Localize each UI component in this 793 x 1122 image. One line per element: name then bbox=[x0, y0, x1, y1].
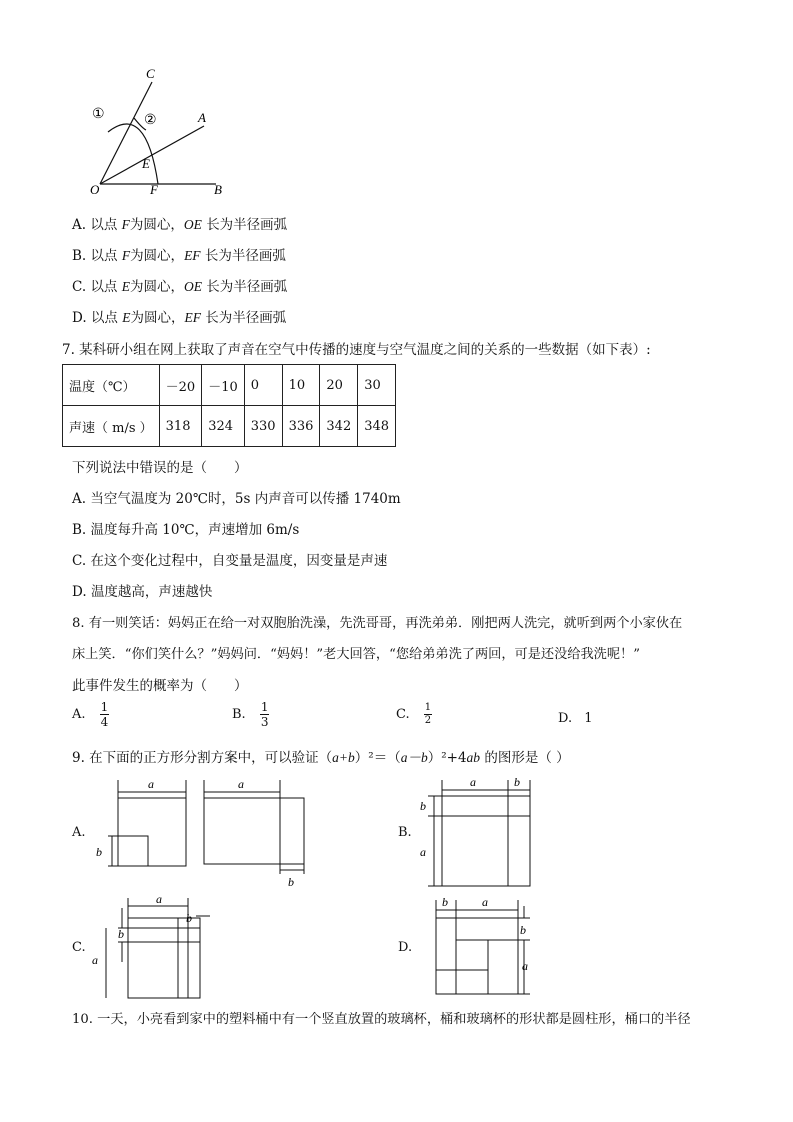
q9-option-a-figure bbox=[90, 770, 320, 890]
table-cell: 10 bbox=[282, 365, 320, 406]
option-letter: A. bbox=[72, 217, 87, 233]
table-cell: 0 bbox=[244, 365, 282, 406]
option-letter: B. bbox=[72, 522, 87, 538]
option-letter: B. bbox=[232, 707, 246, 722]
q7-question: 下列说法中错误的是（ ） bbox=[72, 460, 248, 476]
table-row bbox=[63, 406, 396, 447]
option-text: 为圆心， bbox=[130, 310, 185, 326]
option-letter: B. bbox=[72, 248, 87, 264]
q6-construction-figure bbox=[80, 62, 240, 202]
option-letter: D. bbox=[558, 711, 573, 726]
q8-option-d[interactable] bbox=[558, 711, 593, 726]
q8-option-b[interactable] bbox=[232, 700, 269, 729]
q6-option-a[interactable] bbox=[72, 213, 287, 233]
fraction-denominator: 2 bbox=[424, 715, 432, 726]
option-text: 为圆心， bbox=[129, 279, 184, 295]
option-text: 温度每升高 10℃，声速增加 6m/s bbox=[90, 522, 300, 538]
q8-stem-line1: 8. 有一则笑话：妈妈正在给一对双胞胎洗澡，先洗哥哥，再洗弟弟．刚把两人洗完，就听到两个小家伙在 bbox=[72, 616, 683, 631]
option-text: 为圆心， bbox=[130, 248, 185, 264]
table-row-header: 声速（ m/s ） bbox=[63, 406, 160, 447]
option-text: 为圆心， bbox=[129, 217, 184, 233]
option-letter: A. bbox=[72, 491, 87, 507]
dim-b-label: b bbox=[420, 799, 426, 813]
q9-option-b-figure bbox=[414, 772, 544, 892]
table-cell: 20 bbox=[320, 365, 358, 406]
option-text: 以点 bbox=[90, 217, 118, 233]
fraction-numerator: 1 bbox=[424, 702, 432, 713]
q10-stem: 10. 一天，小亮看到家中的塑料桶中有一个竖直放置的玻璃杯，桶和玻璃杯的形状都是圆柱形，桶口的半径 bbox=[72, 1012, 691, 1027]
option-text: 长为半径画弧 bbox=[205, 310, 287, 326]
option-text: 以点 bbox=[90, 248, 118, 264]
point-label: F bbox=[121, 248, 131, 263]
q9-option-b-letter[interactable]: B. bbox=[398, 825, 412, 840]
table-cell: 318 bbox=[159, 406, 202, 447]
label-f: F bbox=[150, 182, 158, 197]
table-cell: －20 bbox=[159, 365, 202, 406]
q9-expr: ab bbox=[466, 750, 481, 765]
point-label: E bbox=[121, 279, 130, 294]
q9-option-a-letter[interactable]: A. bbox=[72, 825, 86, 840]
label-o: O bbox=[90, 182, 100, 197]
option-text: 以点 bbox=[90, 279, 118, 295]
option-value: 1 bbox=[584, 711, 593, 726]
option-letter: D. bbox=[72, 310, 87, 326]
q9-text: ）²＝（ bbox=[354, 750, 401, 766]
fraction-numerator: 1 bbox=[100, 700, 109, 714]
label-e: E bbox=[142, 156, 150, 171]
dim-a-label: a bbox=[156, 892, 162, 906]
option-text: 当空气温度为 20℃时，5s 内声音可以传播 1740m bbox=[90, 491, 401, 507]
table-cell: 342 bbox=[320, 406, 358, 447]
q7-stem: 7. 某科研小组在网上获取了声音在空气中传播的速度与空气温度之间的关系的一些数据（如下表）: bbox=[62, 342, 651, 358]
option-letter: C. bbox=[396, 707, 410, 722]
option-text: 温度越高，声速越快 bbox=[90, 584, 213, 600]
dim-b-label: b bbox=[514, 775, 520, 789]
fraction-denominator: 3 bbox=[260, 715, 269, 729]
segment-label: OE bbox=[183, 217, 202, 232]
option-letter: D. bbox=[72, 584, 87, 600]
q9-text: 9. 在下面的正方形分割方案中，可以验证（ bbox=[72, 750, 333, 766]
fraction-denominator: 4 bbox=[100, 715, 109, 729]
segment-label: EF bbox=[184, 248, 201, 263]
label-circle-1: ① bbox=[92, 107, 105, 122]
table-cell: 348 bbox=[358, 406, 396, 447]
dim-b-label: b bbox=[288, 875, 294, 889]
option-text: 长为半径画弧 bbox=[204, 248, 286, 264]
q6-option-d[interactable] bbox=[72, 306, 286, 326]
fraction bbox=[260, 700, 270, 729]
q8-stem-line3: 此事件发生的概率为（ ） bbox=[72, 678, 248, 694]
label-a: A bbox=[198, 110, 206, 125]
q8-stem-line2: 床上笑．“你们笑什么？”妈妈问．“妈妈！”老大回答，“您给弟弟洗了两回，可是还没给我洗呢！” bbox=[72, 647, 640, 662]
q7-option-a[interactable] bbox=[72, 487, 401, 507]
q9-stem bbox=[72, 746, 570, 766]
fraction bbox=[100, 700, 110, 729]
label-circle-2: ② bbox=[144, 113, 157, 128]
dim-b-label: b bbox=[186, 911, 192, 925]
q7-data-table bbox=[62, 364, 396, 447]
dim-b-label: b bbox=[96, 845, 102, 859]
dim-b-label: b bbox=[520, 923, 526, 937]
label-c: C bbox=[146, 66, 155, 81]
dim-a-label: a bbox=[482, 895, 488, 909]
q6-option-b[interactable] bbox=[72, 244, 286, 264]
dim-a-label: a bbox=[92, 953, 98, 967]
dim-b-label: b bbox=[118, 927, 124, 941]
q9-expr: a－b bbox=[400, 750, 428, 765]
table-row-header: 温度（℃） bbox=[63, 365, 160, 406]
table-cell: －10 bbox=[202, 365, 245, 406]
q7-option-d[interactable] bbox=[72, 580, 212, 600]
dim-b-label: b bbox=[442, 895, 448, 909]
q7-option-b[interactable] bbox=[72, 518, 299, 538]
q7-option-c[interactable] bbox=[72, 549, 387, 569]
point-label: F bbox=[121, 217, 130, 232]
q8-option-c[interactable] bbox=[396, 702, 432, 727]
q9-expr: a+b bbox=[332, 750, 355, 765]
fraction bbox=[424, 702, 432, 727]
option-letter: A. bbox=[72, 707, 86, 722]
table-cell: 336 bbox=[282, 406, 320, 447]
dim-a-label: a bbox=[238, 777, 244, 791]
table-row bbox=[63, 365, 396, 406]
table-cell: 330 bbox=[244, 406, 282, 447]
q9-text: 的图形是（ ） bbox=[480, 750, 570, 766]
dim-a-label: a bbox=[420, 845, 426, 859]
q9-text: ）²+4 bbox=[427, 750, 467, 766]
q9-option-d-letter[interactable]: D. bbox=[398, 940, 413, 955]
table-cell: 324 bbox=[202, 406, 245, 447]
option-text: 长为半径画弧 bbox=[206, 279, 288, 295]
option-text: 长为半径画弧 bbox=[206, 217, 288, 233]
label-b: B bbox=[214, 182, 222, 197]
q9-option-d-figure bbox=[416, 892, 546, 1002]
segment-label: EF bbox=[184, 310, 201, 325]
q9-option-c-letter[interactable]: C. bbox=[72, 940, 86, 955]
q8-option-a[interactable] bbox=[72, 700, 109, 729]
option-letter: C. bbox=[72, 553, 87, 569]
dim-a-label: a bbox=[470, 775, 476, 789]
option-text: 在这个变化过程中，自变量是温度，因变量是声速 bbox=[90, 553, 388, 569]
option-text: 以点 bbox=[90, 310, 118, 326]
q9-option-c-figure bbox=[88, 892, 218, 1002]
q6-option-c[interactable] bbox=[72, 275, 287, 295]
segment-label: OE bbox=[183, 279, 202, 294]
table-cell: 30 bbox=[358, 365, 396, 406]
fraction-numerator: 1 bbox=[260, 700, 269, 714]
point-label: E bbox=[122, 310, 131, 325]
dim-a-label: a bbox=[148, 777, 154, 791]
dim-a-label: a bbox=[522, 959, 528, 973]
option-letter: C. bbox=[72, 279, 87, 295]
